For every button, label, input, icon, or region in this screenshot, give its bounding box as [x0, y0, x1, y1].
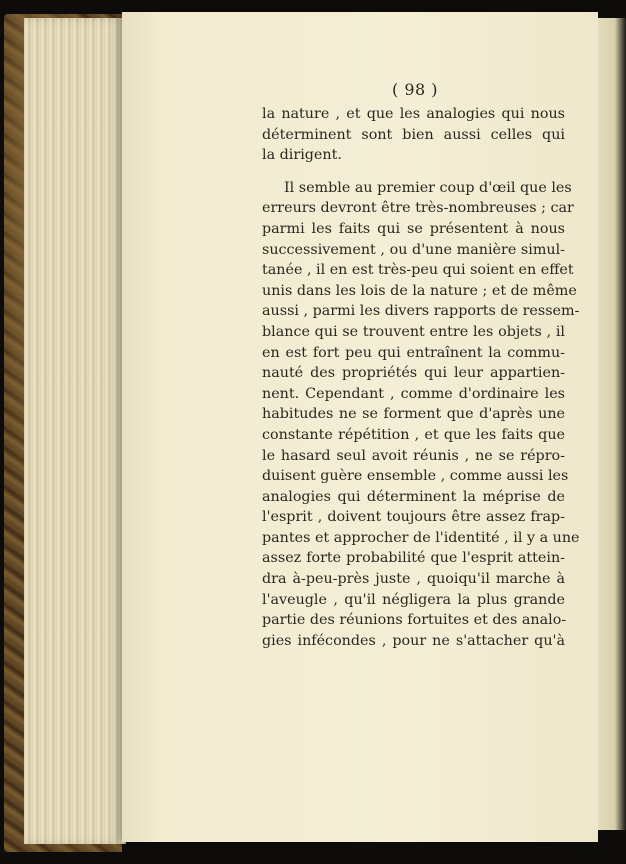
facing-page-edge [598, 18, 626, 830]
text-line: blance qui se trouvent entre les objets , il [262, 323, 565, 340]
text-line: Il semble au premier coup d'œil que les [284, 179, 572, 196]
page-edges [24, 18, 126, 844]
text-line: déterminent sont bien aussi celles qui [262, 126, 565, 143]
text-line: gies infécondes , pour ne s'attacher qu'à [262, 632, 565, 649]
text-line: partie des réunions fortuites et des analo- [262, 612, 567, 629]
text-line: tanée , il en est très-peu qui soient en effet [262, 262, 574, 279]
text-line: en est fort peu qui entraînent la commu- [262, 344, 565, 361]
page-text [262, 104, 580, 651]
text-line: la dirigent. [262, 147, 342, 164]
text-line: nauté des propriétés qui leur appartien- [262, 365, 565, 382]
text-line: l'esprit , doivent toujours être assez frap- [262, 509, 565, 526]
text-line: pantes et approcher de l'identité , il y a une [262, 529, 580, 546]
text-line: assez forte probabilité que l'esprit attein- [262, 550, 565, 567]
text-line: erreurs devront être très-nombreuses ; car [262, 200, 574, 217]
text-line: constante répétition , et que les faits que [262, 426, 565, 443]
text-line: aussi , parmi les divers rapports de ressem- [262, 303, 580, 320]
text-line: le hasard seul avoit réunis , ne se répro- [262, 447, 565, 464]
text-line: habitudes ne se forment que d'après une [262, 406, 565, 423]
text-line: successivement , ou d'une manière simul- [262, 241, 565, 258]
text-line: la nature , et que les analogies qui nous [262, 106, 565, 122]
text-line: nent. Cependant , comme d'ordinaire les [262, 385, 565, 402]
text-line: duisent guère ensemble , comme aussi les [262, 468, 569, 485]
page-number: ( 98 ) [392, 80, 439, 99]
text-line: analogies qui déterminent la méprise de [262, 488, 565, 505]
text-line: parmi les faits qui se présentent à nous [262, 220, 565, 237]
text-line: dra à-peu-près juste , quoiqu'il marche à [262, 571, 565, 588]
text-line: unis dans les lois de la nature ; et de même [262, 282, 577, 299]
text-line: l'aveugle , qu'il négligera la plus grande [262, 591, 565, 608]
